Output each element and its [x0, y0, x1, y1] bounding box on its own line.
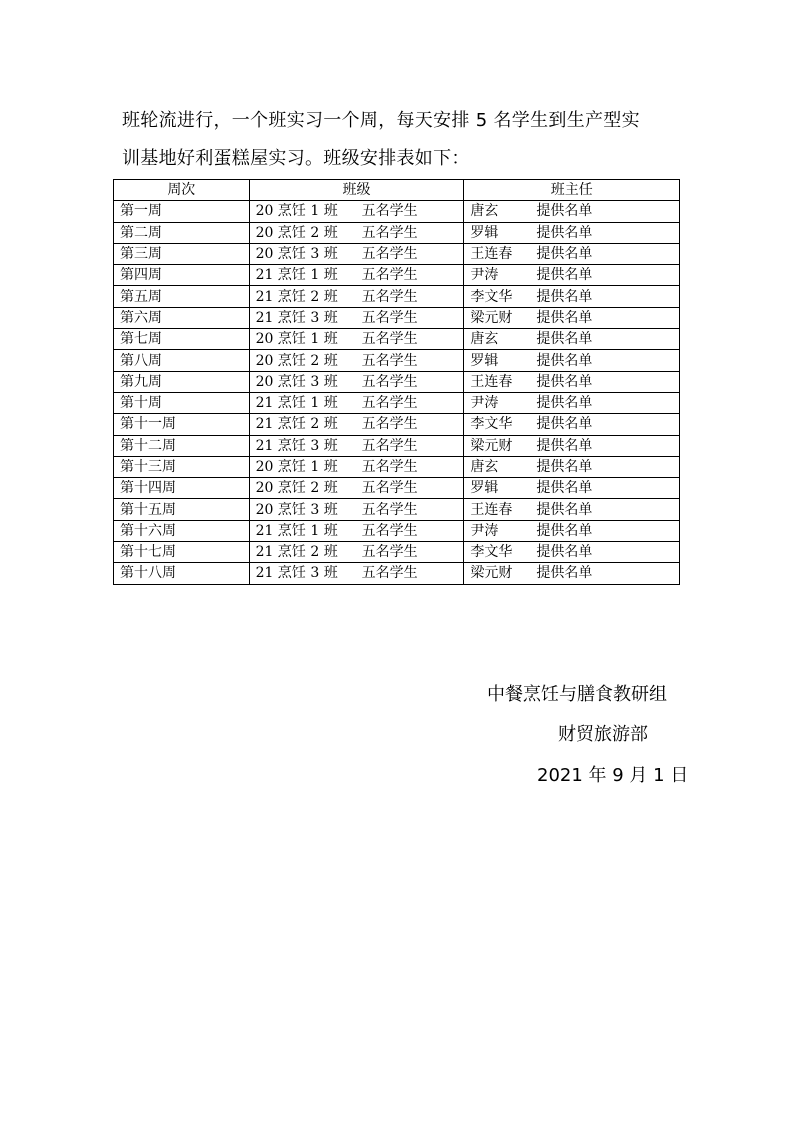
week-cell: 第十周 — [114, 392, 250, 413]
class-cell — [249, 520, 464, 541]
week-cell: 第十五周 — [114, 499, 250, 520]
teacher-cell — [464, 222, 680, 243]
table-row — [114, 414, 680, 435]
teacher-cell — [464, 265, 680, 286]
intro-paragraph-line-2: 训基地好利蛋糕屋实习。班级安排表如下： — [122, 148, 470, 169]
teacher-action: 提供名单 — [536, 288, 593, 305]
intro-paragraph-line-1: 班轮流进行，一个班实习一个周，每天安排 5 名学生到生产型实 — [122, 110, 640, 131]
teacher-cell — [464, 350, 680, 371]
student-count: 五名学生 — [361, 373, 418, 390]
teacher-cell — [464, 392, 680, 413]
week-cell: 第十一周 — [114, 414, 250, 435]
class-name: 21 烹饪 1 班 — [255, 267, 338, 284]
week-cell: 第十二周 — [114, 435, 250, 456]
class-cell — [249, 243, 464, 264]
student-count: 五名学生 — [361, 480, 418, 497]
table-row — [114, 435, 680, 456]
header-week: 周次 — [114, 180, 250, 201]
class-name: 21 烹饪 2 班 — [255, 416, 338, 433]
table-row — [114, 371, 680, 392]
class-name: 20 烹饪 3 班 — [255, 373, 338, 390]
week-cell: 第五周 — [114, 286, 250, 307]
teacher-action: 提供名单 — [536, 565, 593, 582]
teacher-cell — [464, 435, 680, 456]
class-name: 20 烹饪 1 班 — [255, 459, 338, 475]
student-count: 五名学生 — [361, 288, 418, 305]
student-count: 五名学生 — [361, 352, 418, 369]
class-cell — [249, 371, 464, 392]
week-cell: 第十四周 — [114, 478, 250, 499]
teacher-cell — [464, 329, 680, 350]
class-cell — [249, 286, 464, 307]
table-row — [114, 392, 680, 413]
week-cell: 第十六周 — [114, 520, 250, 541]
week-cell: 第九周 — [114, 371, 250, 392]
week-cell: 第十八周 — [114, 563, 250, 584]
class-name: 20 烹饪 3 班 — [255, 246, 338, 263]
teacher-name: 王连春 — [470, 246, 513, 263]
teacher-name: 罗辑 — [470, 224, 499, 241]
teacher-name: 梁元财 — [470, 565, 513, 582]
table-header-row — [114, 180, 680, 201]
week-cell: 第十七周 — [114, 542, 250, 563]
teacher-action: 提供名单 — [536, 267, 593, 284]
class-name: 20 烹饪 1 班 — [255, 331, 338, 348]
teacher-cell — [464, 201, 680, 222]
table-row — [114, 542, 680, 563]
teacher-action: 提供名单 — [536, 331, 593, 348]
teacher-name: 李文华 — [470, 544, 513, 561]
class-name: 21 烹饪 3 班 — [255, 437, 338, 454]
schedule-table — [113, 179, 680, 585]
table-row — [114, 499, 680, 520]
teacher-cell — [464, 478, 680, 499]
teacher-name: 唐玄 — [470, 459, 499, 475]
teacher-cell — [464, 307, 680, 328]
signature-date: 2021 年 9 月 1 日 — [537, 765, 689, 786]
student-count: 五名学生 — [361, 544, 418, 561]
class-cell — [249, 499, 464, 520]
teacher-name: 尹涛 — [470, 395, 499, 412]
teacher-cell — [464, 542, 680, 563]
signature-department: 财贸旅游部 — [558, 724, 648, 745]
class-cell — [249, 222, 464, 243]
student-count: 五名学生 — [361, 416, 418, 433]
class-name: 21 烹饪 2 班 — [255, 544, 338, 561]
teacher-action: 提供名单 — [536, 459, 593, 475]
student-count: 五名学生 — [361, 522, 418, 539]
student-count: 五名学生 — [361, 331, 418, 348]
week-cell: 第七周 — [114, 329, 250, 350]
class-cell — [249, 201, 464, 222]
teacher-name: 尹涛 — [470, 267, 499, 284]
teacher-cell — [464, 414, 680, 435]
teacher-action: 提供名单 — [536, 480, 593, 497]
teacher-action: 提供名单 — [536, 522, 593, 539]
table-row — [114, 350, 680, 371]
week-cell: 第四周 — [114, 265, 250, 286]
teacher-cell — [464, 286, 680, 307]
teacher-cell — [464, 520, 680, 541]
student-count: 五名学生 — [361, 224, 418, 241]
signature-organization: 中餐烹饪与膳食教研组 — [487, 684, 667, 705]
student-count: 五名学生 — [361, 437, 418, 454]
table-row — [114, 265, 680, 286]
class-name: 20 烹饪 2 班 — [255, 224, 338, 241]
table-row — [114, 307, 680, 328]
header-teacher: 班主任 — [464, 180, 680, 201]
teacher-cell — [464, 243, 680, 264]
teacher-action: 提供名单 — [536, 309, 593, 326]
table-row — [114, 222, 680, 243]
class-name: 21 烹饪 3 班 — [255, 565, 338, 582]
student-count: 五名学生 — [361, 309, 418, 326]
class-name: 21 烹饪 2 班 — [255, 288, 338, 305]
class-name: 21 烹饪 1 班 — [255, 395, 338, 412]
teacher-name: 唐玄 — [470, 203, 499, 220]
week-cell: 第八周 — [114, 350, 250, 371]
table-row — [114, 563, 680, 584]
class-name: 20 烹饪 2 班 — [255, 480, 338, 497]
student-count: 五名学生 — [361, 246, 418, 263]
class-cell — [249, 456, 464, 477]
table-row — [114, 329, 680, 350]
teacher-action: 提供名单 — [536, 501, 593, 518]
teacher-name: 罗辑 — [470, 352, 499, 369]
class-cell — [249, 414, 464, 435]
teacher-cell — [464, 456, 680, 477]
class-cell — [249, 265, 464, 286]
teacher-action: 提供名单 — [536, 203, 593, 220]
week-cell: 第一周 — [114, 201, 250, 222]
table-row — [114, 478, 680, 499]
table-row — [114, 286, 680, 307]
teacher-name: 李文华 — [470, 416, 513, 433]
teacher-name: 李文华 — [470, 288, 513, 305]
teacher-name: 王连春 — [470, 501, 513, 518]
table-row — [114, 456, 680, 477]
teacher-action: 提供名单 — [536, 395, 593, 412]
teacher-action: 提供名单 — [536, 373, 593, 390]
class-cell — [249, 435, 464, 456]
class-cell — [249, 350, 464, 371]
teacher-name: 梁元财 — [470, 437, 513, 454]
teacher-cell — [464, 371, 680, 392]
teacher-name: 王连春 — [470, 373, 513, 390]
teacher-name: 罗辑 — [470, 480, 499, 497]
class-name: 20 烹饪 2 班 — [255, 352, 338, 369]
student-count: 五名学生 — [361, 565, 418, 582]
table-row — [114, 520, 680, 541]
week-cell: 第三周 — [114, 243, 250, 264]
teacher-action: 提供名单 — [536, 544, 593, 561]
teacher-name: 尹涛 — [470, 522, 499, 539]
student-count: 五名学生 — [361, 267, 418, 284]
class-cell — [249, 478, 464, 499]
week-cell: 第六周 — [114, 307, 250, 328]
teacher-action: 提供名单 — [536, 352, 593, 369]
header-class: 班级 — [249, 180, 464, 201]
teacher-cell — [464, 499, 680, 520]
class-cell — [249, 307, 464, 328]
teacher-action: 提供名单 — [536, 416, 593, 433]
table-row — [114, 243, 680, 264]
student-count: 五名学生 — [361, 501, 418, 518]
teacher-action: 提供名单 — [536, 224, 593, 241]
class-cell — [249, 329, 464, 350]
class-name: 20 烹饪 3 班 — [255, 501, 338, 518]
class-name: 21 烹饪 3 班 — [255, 309, 338, 326]
student-count: 五名学生 — [361, 395, 418, 412]
schedule-table-body — [114, 201, 680, 584]
class-name: 21 烹饪 1 班 — [255, 522, 338, 539]
teacher-name: 梁元财 — [470, 309, 513, 326]
week-cell: 第十三周 — [114, 456, 250, 477]
class-cell — [249, 542, 464, 563]
class-name: 20 烹饪 1 班 — [255, 203, 338, 220]
teacher-cell — [464, 563, 680, 584]
class-cell — [249, 563, 464, 584]
teacher-name: 唐玄 — [470, 331, 499, 348]
class-cell — [249, 392, 464, 413]
teacher-action: 提供名单 — [536, 437, 593, 454]
student-count: 五名学生 — [361, 459, 418, 475]
teacher-action: 提供名单 — [536, 246, 593, 263]
table-row — [114, 201, 680, 222]
week-cell: 第二周 — [114, 222, 250, 243]
student-count: 五名学生 — [361, 203, 418, 220]
